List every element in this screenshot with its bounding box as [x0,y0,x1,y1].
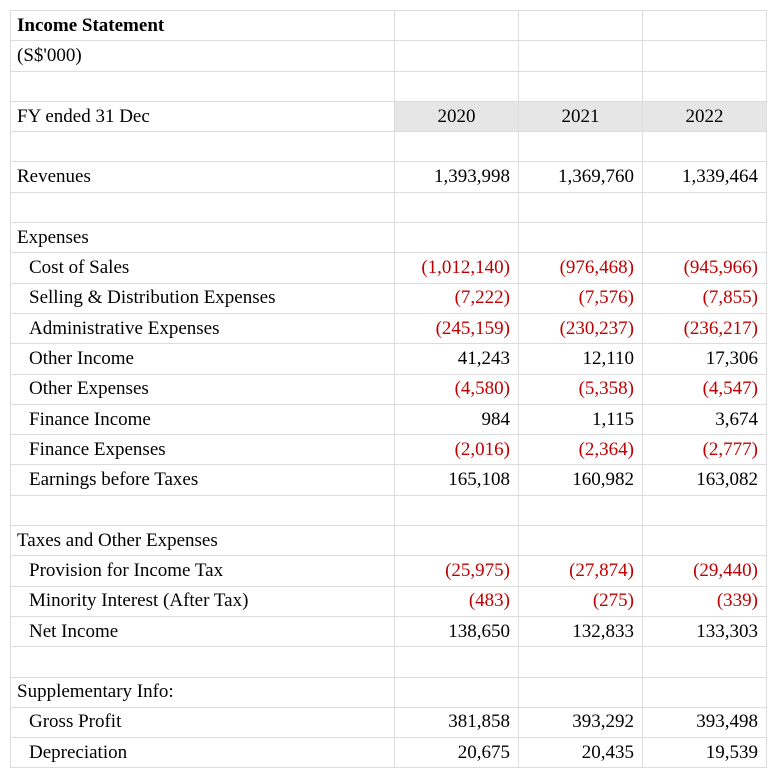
row-label[interactable]: Administrative Expenses [11,313,395,343]
value-cell[interactable]: (2,777) [643,435,767,465]
value-cell[interactable]: 17,306 [643,344,767,374]
year-header[interactable]: 2021 [519,101,643,131]
net-income-row [11,616,767,646]
empty-cell[interactable] [519,71,643,101]
value-cell[interactable]: 984 [395,404,519,434]
empty-cell[interactable] [643,132,767,162]
row-label[interactable]: Finance Income [11,404,395,434]
line-item-row [11,253,767,283]
value-cell[interactable]: 1,393,998 [395,162,519,192]
expenses-section [11,253,767,465]
value-cell[interactable]: 393,292 [519,707,643,737]
empty-cell[interactable] [395,495,519,525]
empty-cell[interactable] [519,647,643,677]
value-cell[interactable]: (7,576) [519,283,643,313]
empty-cell[interactable] [643,11,767,41]
row-label[interactable]: Finance Expenses [11,435,395,465]
row-label[interactable]: Other Expenses [11,374,395,404]
value-cell[interactable]: 138,650 [395,616,519,646]
spreadsheet [10,10,767,768]
line-item-row [11,738,767,768]
line-item-row [11,404,767,434]
empty-cell[interactable] [11,192,395,222]
value-cell[interactable]: (976,468) [519,253,643,283]
blank-row [11,647,767,677]
value-cell[interactable]: 133,303 [643,616,767,646]
row-label[interactable]: Selling & Distribution Expenses [11,283,395,313]
section-header-row [11,526,767,556]
line-item-row [11,556,767,586]
value-cell[interactable]: 381,858 [395,707,519,737]
value-cell[interactable]: 160,982 [519,465,643,495]
empty-cell[interactable] [395,526,519,556]
value-cell[interactable]: 1,369,760 [519,162,643,192]
value-cell[interactable]: 165,108 [395,465,519,495]
line-item-row [11,586,767,616]
empty-cell[interactable] [519,11,643,41]
empty-cell[interactable] [395,11,519,41]
blank-row [11,495,767,525]
empty-cell[interactable] [395,677,519,707]
value-cell[interactable]: 393,498 [643,707,767,737]
value-cell[interactable]: (7,855) [643,283,767,313]
empty-cell[interactable] [11,132,395,162]
empty-cell[interactable] [643,41,767,71]
row-label[interactable]: Earnings before Taxes [11,465,395,495]
value-cell[interactable]: (230,237) [519,313,643,343]
empty-cell[interactable] [11,71,395,101]
value-cell[interactable]: (245,159) [395,313,519,343]
value-cell[interactable]: 132,833 [519,616,643,646]
taxes-section [11,556,767,617]
blank-row [11,71,767,101]
title-row [11,11,767,41]
section-header-row [11,677,767,707]
row-label[interactable]: Gross Profit [11,707,395,737]
line-item-row [11,283,767,313]
row-label[interactable]: Other Income [11,344,395,374]
section-header[interactable]: Expenses [11,223,395,253]
row-label[interactable]: Cost of Sales [11,253,395,283]
statement-title[interactable]: Income Statement [11,11,395,41]
value-cell[interactable]: (945,966) [643,253,767,283]
revenues-row [11,162,767,192]
line-item-row [11,374,767,404]
empty-cell[interactable] [395,71,519,101]
value-cell[interactable]: (2,364) [519,435,643,465]
empty-cell[interactable] [395,41,519,71]
blank-row [11,192,767,222]
value-cell[interactable]: 19,539 [643,738,767,768]
year-header[interactable]: 2020 [395,101,519,131]
empty-cell[interactable] [643,495,767,525]
value-cell[interactable]: (4,547) [643,374,767,404]
income-statement-table [10,10,767,768]
empty-cell[interactable] [395,223,519,253]
empty-cell[interactable] [519,192,643,222]
value-cell[interactable]: (2,016) [395,435,519,465]
value-cell[interactable]: 12,110 [519,344,643,374]
empty-cell[interactable] [519,495,643,525]
value-cell[interactable]: (25,975) [395,556,519,586]
value-cell[interactable]: (29,440) [643,556,767,586]
value-cell[interactable]: (483) [395,586,519,616]
value-cell[interactable]: (5,358) [519,374,643,404]
value-cell[interactable]: (7,222) [395,283,519,313]
value-cell[interactable]: 3,674 [643,404,767,434]
row-label[interactable]: Provision for Income Tax [11,556,395,586]
empty-cell[interactable] [11,647,395,677]
value-cell[interactable]: (275) [519,586,643,616]
empty-cell[interactable] [519,132,643,162]
row-label[interactable]: Depreciation [11,738,395,768]
empty-cell[interactable] [643,526,767,556]
value-cell[interactable]: 41,243 [395,344,519,374]
row-label[interactable]: Minority Interest (After Tax) [11,586,395,616]
value-cell[interactable]: 1,339,464 [643,162,767,192]
empty-cell[interactable] [395,192,519,222]
ebt-row [11,465,767,495]
line-item-row [11,313,767,343]
row-label[interactable]: Net Income [11,616,395,646]
empty-cell[interactable] [519,526,643,556]
units-row [11,41,767,71]
row-label[interactable]: Revenues [11,162,395,192]
value-cell[interactable]: 20,435 [519,738,643,768]
value-cell[interactable]: 163,082 [643,465,767,495]
line-item-row [11,707,767,737]
empty-cell[interactable] [519,677,643,707]
empty-cell[interactable] [395,647,519,677]
value-cell[interactable]: (236,217) [643,313,767,343]
empty-cell[interactable] [643,192,767,222]
empty-cell[interactable] [643,647,767,677]
empty-cell[interactable] [643,223,767,253]
value-cell[interactable]: (1,012,140) [395,253,519,283]
year-header[interactable]: 2022 [643,101,767,131]
section-header[interactable]: Taxes and Other Expenses [11,526,395,556]
value-cell[interactable]: 20,675 [395,738,519,768]
line-item-row [11,435,767,465]
value-cell[interactable]: (4,580) [395,374,519,404]
blank-row [11,132,767,162]
section-header[interactable]: Supplementary Info: [11,677,395,707]
year-header-row [11,101,767,131]
value-cell[interactable]: (27,874) [519,556,643,586]
supplementary-section [11,707,767,768]
empty-cell[interactable] [11,495,395,525]
empty-cell[interactable] [395,132,519,162]
empty-cell[interactable] [519,223,643,253]
period-label[interactable]: FY ended 31 Dec [11,101,395,131]
value-cell[interactable]: (339) [643,586,767,616]
section-header-row [11,223,767,253]
units-label[interactable]: (S$'000) [11,41,395,71]
value-cell[interactable]: 1,115 [519,404,643,434]
empty-cell[interactable] [643,677,767,707]
empty-cell[interactable] [643,71,767,101]
line-item-row [11,344,767,374]
empty-cell[interactable] [519,41,643,71]
